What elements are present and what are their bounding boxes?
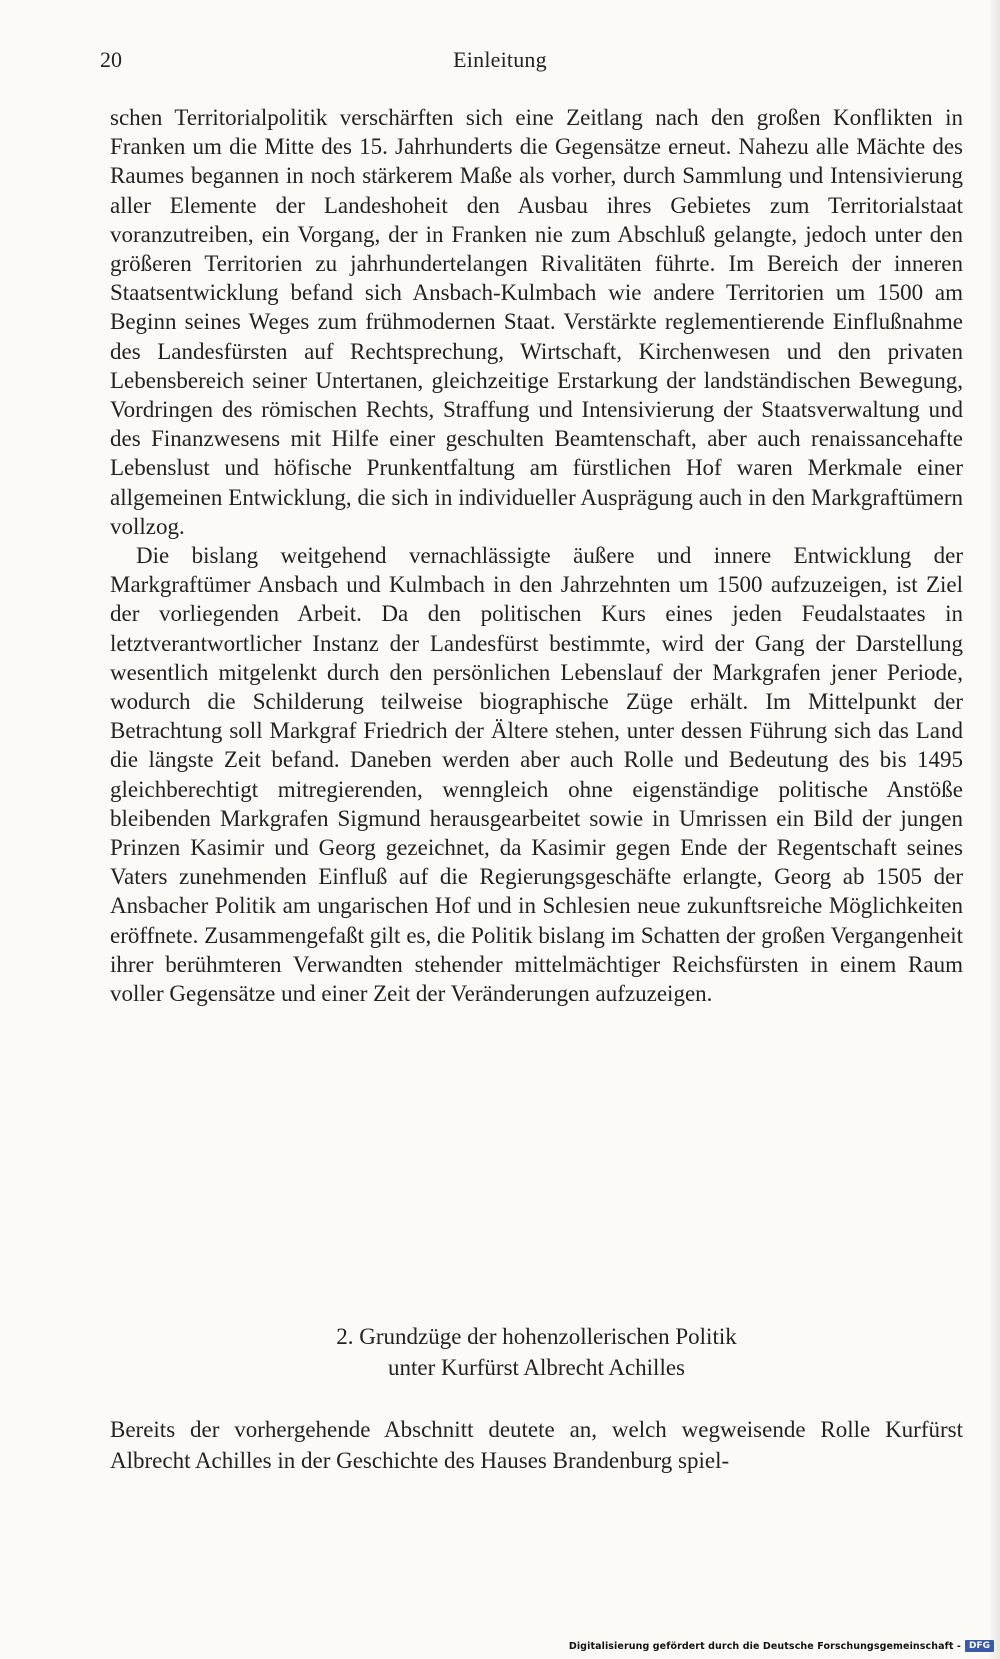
dfg-logo-icon: DFG <box>965 1640 994 1652</box>
page-number: 20 <box>100 47 122 72</box>
footer-credit: Digitalisierung gefördert durch die Deutsche Forschungsgemeinschaft - <box>568 1640 961 1652</box>
section-heading <box>110 1321 963 1383</box>
page-header <box>100 46 900 76</box>
running-head: Einleitung <box>453 47 547 72</box>
digitization-footer <box>569 1637 994 1655</box>
section-paragraph: Bereits der vorhergehende Abschnitt deutete an, welch wegweisende Rolle Kurfürst Albrecht Achilles in der Geschichte des Hauses Brandenburg spiel- <box>110 1417 963 1473</box>
page-edge-shadow <box>988 0 1000 1659</box>
section-heading-line-1: 2. Grundzüge der hohenzollerischen Politik <box>336 1324 737 1349</box>
paragraph-2: Die bislang weitgehend vernachlässigte äußere und innere Entwicklung der Markgraftümer Ansbach und Kulmbach in den Jahrzehnten um 1500 aufzuzeigen, ist Ziel der vorliegenden Arbeit. Da den politischen Kurs eines jeden Feudalstaates in letztverantwortlicher Instanz der Landesfürst bestimmte, wird der Gang der Darstellung wesentlich mitgelenkt durch den persönlichen Lebenslauf der Markgrafen jener Periode, wodurch die Schilderung teilweise biographische Züge erhält. Im Mittelpunkt der Betrachtung soll Markgraf Friedrich der Ältere stehen, unter dessen Führung sich das Land die längste Zeit befand. Daneben werden aber auch Rolle und Bedeutung des bis 1495 gleichberechtigt mitregierenden, wenngleich ohne eigenständige politische Anstöße bleibenden Markgrafen Sigmund herausgearbeitet sowie in Umrissen ein Bild der jungen Prinzen Kasimir und Georg gezeichnet, da Kasimir gegen Ende der Regentschaft seines Vaters zunehmenden Einfluß auf die Regierungsgeschäfte erlangte, Georg ab 1505 der Ansbacher Politik am ungarischen Hof und in Schlesien neue zukunftsreiche Möglichkeiten eröffnete. Zusammengefaßt gilt es, die Politik bislang im Schatten der großen Vergangenheit ihrer berühmteren Verwandten stehender mittelmächtiger Reichsfürsten in einem Raum voller Gegensätze und einer Zeit der Veränderungen aufzuzeigen. <box>110 543 963 1007</box>
section-heading-line-2: unter Kurfürst Albrecht Achilles <box>387 1355 685 1380</box>
body-text <box>110 103 963 1008</box>
paragraph-1: schen Territorialpolitik verschärften sich eine Zeitlang nach den großen Konflikten in Franken um die Mitte des 15. Jahrhunderts die Gegensätze erneut. Nahezu alle Mächte des Raumes begannen in noch stärkerem Maße als vorher, durch Sammlung und Intensivierung aller Elemente der Landeshoheit den Ausbau ihres Gebietes zum Territorialstaat voranzutreiben, ein Vorgang, der in Franken nie zum Abschluß gelangte, jedoch unter den größeren Territorien zu jahrhundertelangen Rivalitäten führte. Im Bereich der inneren Staatsentwicklung befand sich Ansbach-Kulmbach wie andere Territorien um 1500 am Beginn seines Weges zum frühmodernen Staat. Verstärkte reglementierende Einflußnahme des Landesfürsten auf Rechtsprechung, Wirtschaft, Kirchenwesen und den privaten Lebensbereich seiner Untertanen, gleichzeitige Erstarkung der landständischen Bewegung, Vordringen des römischen Rechts, Straffung und Intensivierung der Staatsverwaltung und des Finanzwesens mit Hilfe einer geschulten Beamtenschaft, aber auch renaissancehafte Lebenslust und höfische Prunkentfaltung am fürstlichen Hof waren Merkmale einer allgemeinen Entwicklung, die sich in individueller Ausprägung auch in den Markgraftümern vollzog. <box>110 105 963 539</box>
